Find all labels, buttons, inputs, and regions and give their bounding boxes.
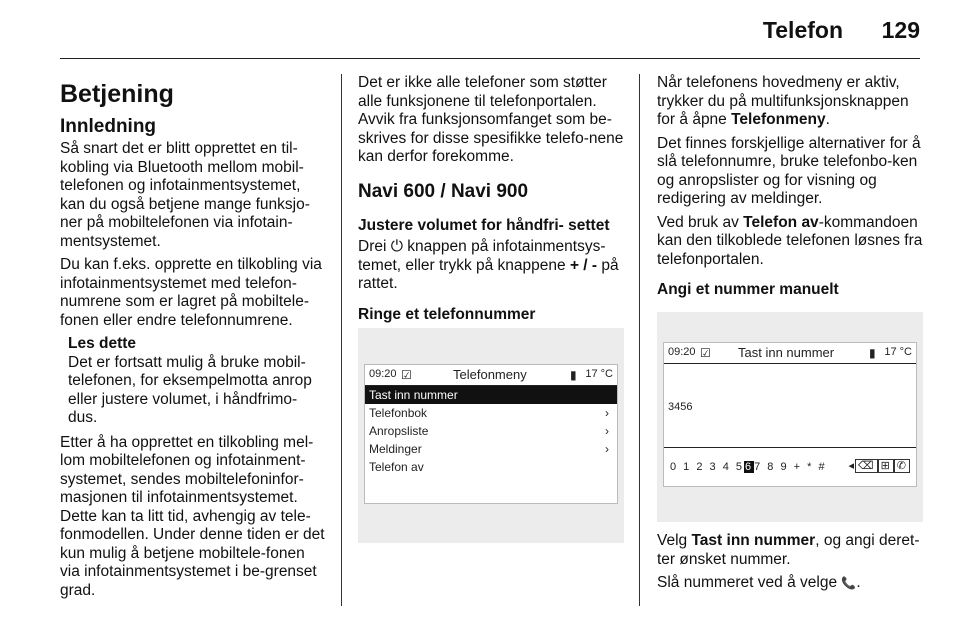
- paragraph: Du kan f.eks. opprette en tilkobling via infotainmentsystemet med telefon-numrene som er lagret på mobiltele-fonen eller endre telefonnumrene.: [60, 256, 322, 329]
- paragraph: Det finnes forskjellige alternativer for å slå telefonnumre, bruke telefonbo-ken og anropslister og for visning og redigering av meldinger.: [657, 134, 921, 207]
- clock: 09:20: [369, 368, 397, 380]
- telefonmeny-screen: [364, 364, 618, 504]
- subsection-heading: Innledning: [60, 116, 157, 137]
- model-heading: Navi 600 / Navi 900: [358, 180, 529, 202]
- call-icon[interactable]: ✆: [894, 459, 910, 473]
- power-knob-icon: ⏻: [390, 238, 403, 255]
- menu-item-tast-inn-nummer[interactable]: Tast inn nummer: [365, 386, 617, 404]
- entered-number: 3456: [668, 401, 693, 413]
- column-3: [657, 74, 923, 303]
- paragraph: Ved bruk av Telefon av-kommandoen kan den tilkoblede telefonen løsnes fra telefonportalen.: [657, 213, 923, 268]
- page-header-title: Telefon: [762, 17, 843, 43]
- paragraph: Etter å ha opprettet en tilkobling mel-lom mobiltelefonen og infotainment-systemet, sendes mobiltelefoninfor-masjonen til infotainmentsystemet. Dette kan ta litt tid, avhengig av tele-fonmodellen. Under denne tiden er det kun mulig å betjene mobiltele-fonen via infotainmentsystemet i be-grenset grad.: [60, 433, 325, 599]
- keypad-action-icons[interactable]: [848, 459, 910, 472]
- temperature: 17 °C: [585, 368, 613, 380]
- status-bar: [664, 343, 916, 364]
- column-3-bottom: [657, 532, 923, 598]
- column-divider: [341, 74, 342, 606]
- tast-inn-nummer-figure: [657, 312, 923, 522]
- header-rule: [60, 58, 920, 59]
- instruction-heading: Justere volumet for håndfri- settet: [358, 216, 610, 234]
- chevron-right-icon: ›: [605, 442, 609, 456]
- digit-keypad[interactable]: 0 1 2 3 4 567 8 9 + * #: [670, 461, 827, 473]
- selected-digit-key[interactable]: 6: [745, 461, 754, 473]
- phone-icon: 📞: [841, 576, 857, 590]
- note-box: [60, 335, 326, 428]
- backspace-icon[interactable]: ◂: [848, 460, 855, 472]
- column-1: [60, 74, 326, 605]
- keypad-divider: [664, 447, 916, 448]
- tast-inn-nummer-screen: [663, 342, 917, 487]
- delete-icon[interactable]: ⌫: [855, 459, 878, 473]
- paragraph: Så snart det er blitt opprettet en til-kobling via Bluetooth mellom mobil-telefonen og infotainmentsystemet, kan du også betjene mange funksjo-ner på mobiltelefonen via infotain-mentsystemet.: [60, 140, 310, 250]
- phone-battery-icon: ▮: [570, 368, 577, 382]
- menu-item-anropsliste[interactable]: Anropsliste ›: [369, 424, 609, 438]
- page-number: 129: [881, 17, 920, 43]
- column-2: [358, 74, 625, 327]
- paragraph: Velg Tast inn nummer, og angi deret-ter ønsket nummer.: [657, 532, 920, 568]
- paragraph: Når telefonens hovedmeny er aktiv, trykker du på multifunksjonsknappen for å åpne Telefonmeny.: [657, 74, 909, 128]
- menu-item-telefonbok[interactable]: Telefonbok ›: [369, 406, 609, 420]
- menu-item-telefon-av[interactable]: Telefon av: [369, 460, 424, 474]
- clock: 09:20: [668, 346, 696, 358]
- keyboard-icon[interactable]: ⊞: [878, 459, 894, 473]
- telefonmeny-figure: [358, 328, 624, 543]
- chevron-right-icon: ›: [605, 424, 609, 438]
- note-heading: Les dette: [68, 335, 137, 352]
- status-bar: [365, 365, 617, 386]
- instruction-heading: Ringe et telefonnummer: [358, 305, 536, 323]
- screen-title: Telefonmeny: [453, 367, 527, 382]
- column-divider: [639, 74, 640, 606]
- chevron-right-icon: ›: [605, 406, 609, 420]
- paragraph: Drei ⏻ knappen på infotainmentsys-temet, eller trykk på knappene + / - på rattet.: [358, 238, 619, 292]
- phone-status-icon: ☑: [700, 346, 711, 360]
- phone-battery-icon: ▮: [869, 346, 876, 360]
- section-heading: Betjening: [60, 80, 174, 108]
- temperature: 17 °C: [884, 346, 912, 358]
- paragraph: Slå nummeret ved å velge 📞.: [657, 574, 861, 591]
- instruction-heading: Angi et nummer manuelt: [657, 281, 839, 298]
- note-body: Det er fortsatt mulig å bruke mobil-telefonen, for eksempelmotta anrop eller justere volumet, i håndfrimo-dus.: [68, 353, 312, 426]
- paragraph: Det er ikke alle telefoner som støtter alle funksjonene til telefonportalen. Avvik fra funksjonsomfanget som be-skrives for disse spesifikke telefo-nene kan derfor forekomme.: [358, 74, 624, 165]
- phone-status-icon: ☑: [401, 368, 412, 382]
- menu-item-meldinger[interactable]: Meldinger ›: [369, 442, 609, 456]
- screen-title: Tast inn nummer: [738, 345, 835, 360]
